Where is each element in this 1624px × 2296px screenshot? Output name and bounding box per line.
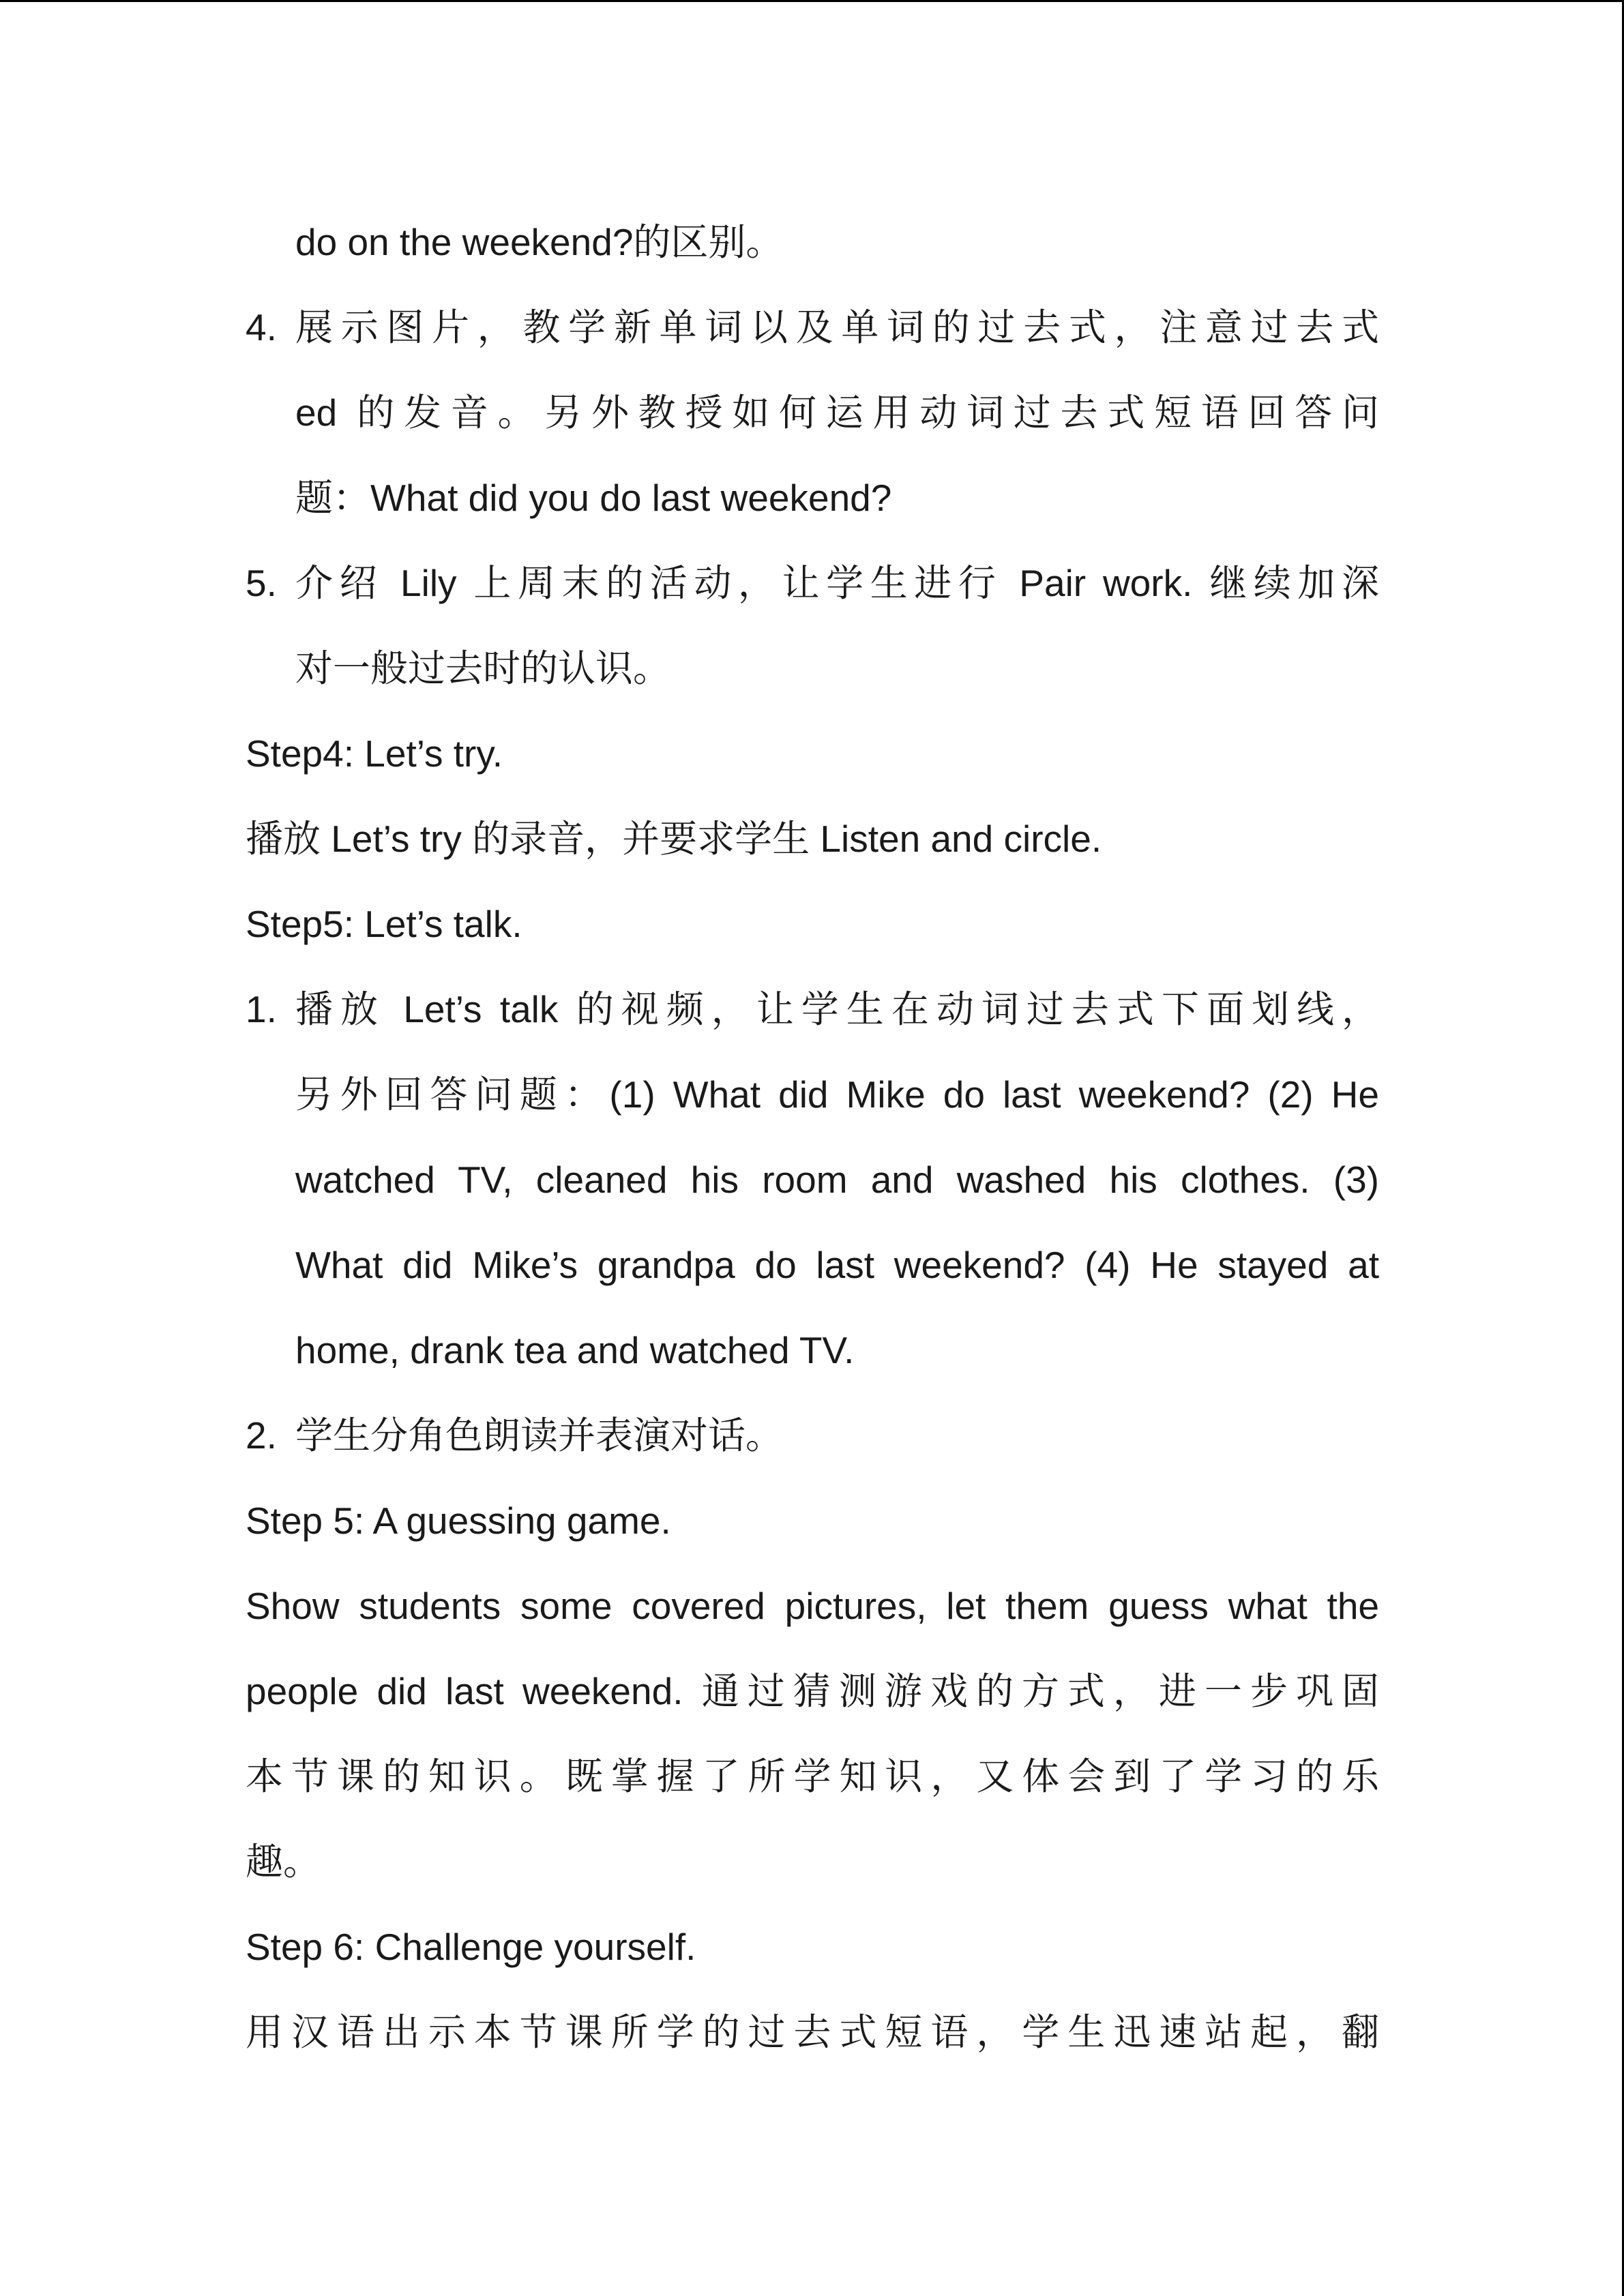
text-line: 学生分角色朗读并表演对话。 [295,1414,784,1457]
list-number: 1. [246,988,277,1030]
step5-talk-heading: Step5: Let’s talk. [246,903,522,945]
text-line: 题：What did you do last weekend? [295,477,892,519]
list-item-5 [246,541,1379,711]
list-number: 2. [246,1414,277,1457]
list-item-2 [246,1393,1379,1478]
text-line: ed 的发音。另外教授如何运用动词过去式短语回答问 [295,391,1379,434]
text-line: people did last weekend. 通过猜测游戏的方式，进一步巩固 [246,1670,1379,1712]
list-number: 5. [246,562,277,604]
list-item-body [295,541,1379,711]
step4-heading: Step4: Let’s try. [246,732,503,775]
list-item-body [295,285,1379,541]
text-line: 展示图片，教学新单词以及单词的过去式，注意过去式 [295,306,1379,348]
text-line: watched TV, cleaned his room and washed his clothes. (3) [295,1159,1379,1201]
text-line: 对一般过去时的认识。 [295,647,671,689]
text-line: home, drank tea and watched TV. [295,1329,855,1371]
list-number: 4. [246,306,277,348]
text-line: 另外回答问题：(1) What did Mike do last weekend? (2) He [295,1073,1379,1116]
text-line: 播放 Let’s talk 的视频，让学生在动词过去式下面划线， [295,988,1379,1030]
step5-game-heading: Step 5: A guessing game. [246,1500,671,1542]
text-line: 趣。 [246,1840,321,1883]
step6-heading: Step 6: Challenge yourself. [246,1926,696,1968]
text-line: 介绍 Lily 上周末的活动，让学生进行 Pair work. 继续加深 [295,562,1379,604]
text-line: What did Mike’s grandpa do last weekend? (4) He stayed at [295,1244,1379,1286]
document-body [246,200,1379,2075]
text-line: 用汉语出示本节课所学的过去式短语，学生迅速站起，翻 [246,2011,1379,2053]
list-item-body [295,1393,1379,1478]
text-line: Show students some covered pictures, let them guess what the [246,1585,1379,1627]
list-item-1 [246,967,1379,1393]
text-line: 本节课的知识。既掌握了所学知识，又体会到了学习的乐 [246,1755,1379,1798]
continuation-line: do on the weekend?的区别。 [295,221,784,263]
list-item-4 [246,285,1379,541]
step4-text: 播放 Let’s try 的录音，并要求学生 Listen and circle. [246,818,1102,860]
list-item-body [295,967,1379,1393]
